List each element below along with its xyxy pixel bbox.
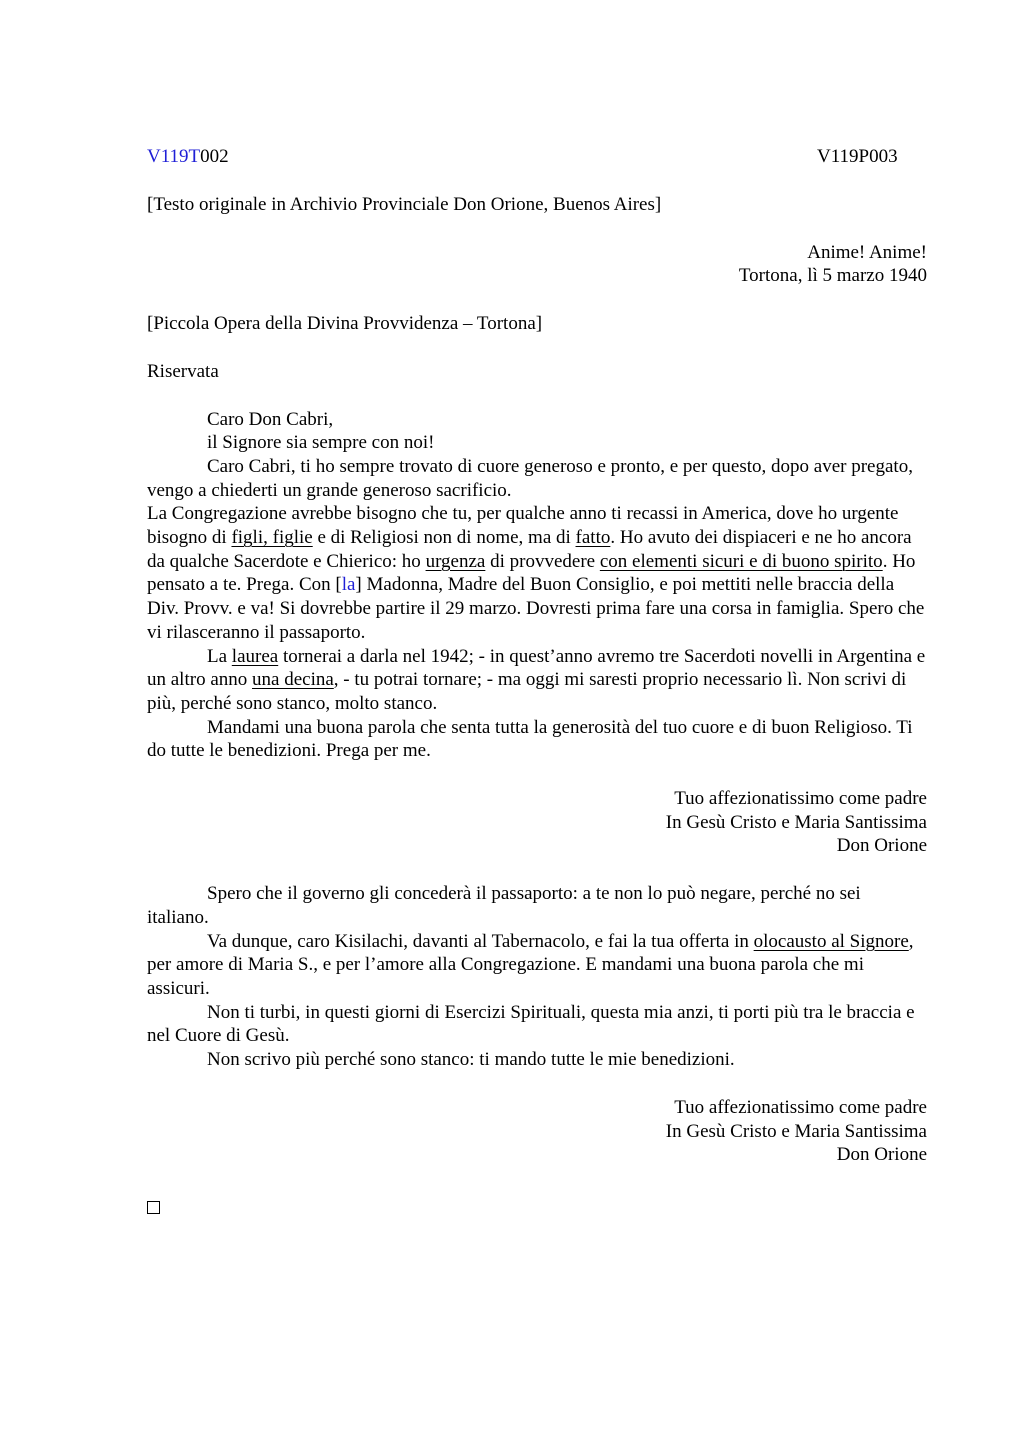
end-marker [147, 1197, 927, 1221]
closing-line: Tuo affezionatissimo come padre [674, 788, 927, 810]
postscript [147, 882, 927, 1072]
source-note: [Testo originale in Archivio Provinciale Don Orione, Buenos Aires] [147, 194, 662, 215]
signature-block-2 [147, 1096, 927, 1167]
document-page [147, 145, 927, 1221]
square-icon [147, 1201, 160, 1214]
document-code-left [147, 146, 229, 167]
letterhead: [Piccola Opera della Divina Provvidenza – Tortona] [147, 313, 543, 335]
closing-line: In Gesù Cristo e Maria Santissima [665, 811, 927, 833]
code-suffix: 002 [200, 146, 229, 167]
ps-paragraph-3: Non ti turbi, in questi giorni di Esercizi Spirituali, questa mia anzi, ti porti più tra le braccia e nel Cuore di Gesù. [147, 1001, 915, 1047]
signature-name: Don Orione [836, 835, 927, 857]
salutation: Caro Don Cabri, [207, 408, 334, 430]
letter-body [147, 408, 927, 764]
header-codes [147, 145, 927, 169]
paragraph-1: Caro Cabri, ti ho sempre trovato di cuore generoso e pronto, e per questo, dopo aver pregato, vengo a chiederti un grande generoso sacrificio. [147, 455, 913, 501]
signature-block-1 [147, 787, 927, 858]
closing-line: In Gesù Cristo e Maria Santissima [665, 1120, 927, 1142]
code-prefix: V119T [147, 146, 201, 167]
blessing-line: il Signore sia sempre con noi! [207, 432, 435, 454]
heading-right [147, 241, 927, 288]
exclamation-line: Anime! Anime! [807, 241, 927, 263]
document-code-right: V119P003 [817, 146, 898, 167]
paragraph-3: La laurea tornerai a darla nel 1942; - in quest’anno avremo tre Sacerdoti novelli in Argentina e un altro anno una decina, - tu potrai tornare; - ma oggi mi saresti proprio necessario lì. Non scrivi di più, perché sono stanco, molto stanco. [147, 645, 926, 714]
reserved-label: Riservata [147, 360, 219, 382]
place-date: Tortona, lì 5 marzo 1940 [738, 265, 927, 287]
ps-paragraph-1: Spero che il governo gli concederà il passaporto: a te non lo può negare, perché no sei italiano. [147, 883, 861, 928]
ps-paragraph-2: Va dunque, caro Kisilachi, davanti al Tabernacolo, e fai la tua offerta in olocausto al Signore, per amore di Maria S., e per l’amore alla Congregazione. E mandami una buona parola che mi assicuri. [147, 930, 914, 999]
paragraph-4: Mandami una buona parola che senta tutta la generosità del tuo cuore e di buon Religioso. Ti do tutte le benedizioni. Prega per me. [147, 716, 913, 762]
closing-line: Tuo affezionatissimo come padre [674, 1096, 927, 1118]
paragraph-2: La Congregazione avrebbe bisogno che tu, per qualche anno ti recassi in America, dove ho urgente bisogno di figli, figlie e di Religiosi non di nome, ma di fatto. Ho avuto dei dispiaceri e ne ho ancora da qualche Sacerdote e Chierico: ho urgenza di provvedere con elementi sicuri e di buono spirito. Ho pensato a te. Prega. Con [la] Madonna, Madre del Buon Consiglio, e poi mettiti nelle braccia della Div. Provv. e va! Si dovrebbe partire il 29 marzo. Dovresti prima fare una corsa in famiglia. Spero che vi rilasceranno il passaporto. [147, 503, 925, 643]
signature-name: Don Orione [836, 1144, 927, 1166]
ps-paragraph-4: Non scrivo più perché sono stanco: ti mando tutte le mie benedizioni. [207, 1049, 735, 1071]
